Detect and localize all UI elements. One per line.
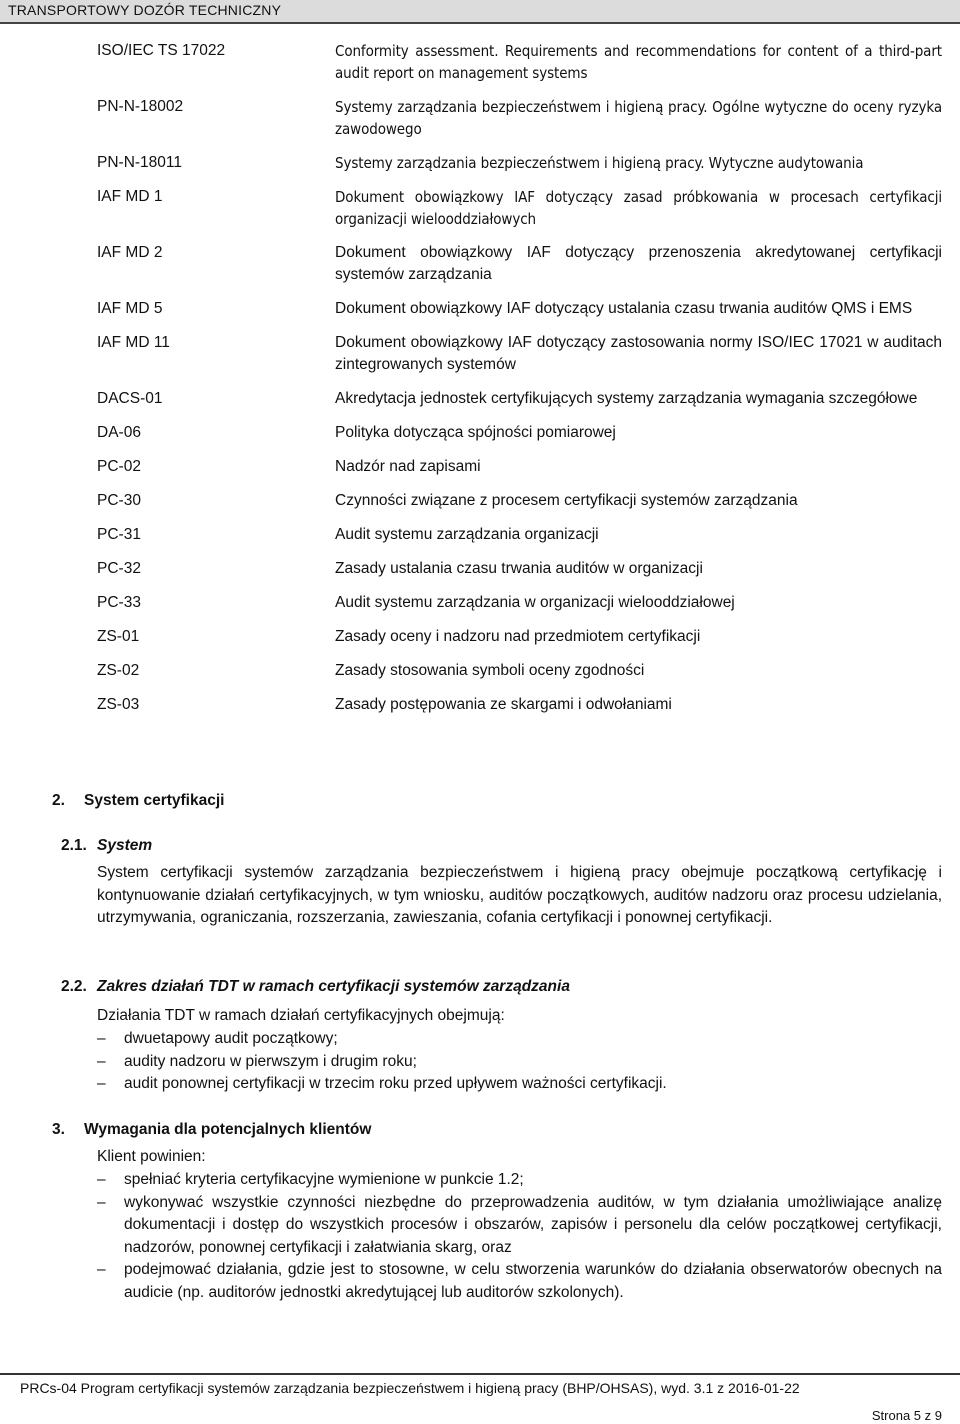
section-3-number: 3. — [52, 1121, 65, 1138]
reference-code: ZS-03 — [97, 696, 140, 713]
table-row — [0, 186, 960, 230]
list-item: – wykonywać wszystkie czynności niezbędne do przeprowadzenia auditów, w tym działania umożliwiające analizę dokumentacji i dostęp do wszystkich procesów i obszarów, zapisów i personelu dla celów początkowej certyfikacji, nadzorów, ponownej certyfikacji i załatwiania skarg, oraz — [97, 1192, 942, 1260]
section-3-title: Wymagania dla potencjalnych klientów — [84, 1121, 372, 1138]
reference-code: IAF MD 11 — [97, 334, 170, 351]
reference-table — [0, 40, 960, 728]
section-3-intro: Klient powinien: — [97, 1148, 206, 1165]
reference-description: Systemy zarządzania bezpieczeństwem i higieną pracy. Wytyczne audytowania — [335, 154, 864, 172]
reference-code: ISO/IEC TS 17022 — [97, 42, 226, 59]
footer-text: PRCs-04 Program certyfikacji systemów zarządzania bezpieczeństwem i higieną pracy (BHP/OHSAS), wyd. 3.1 z 2016-01-22 — [20, 1380, 800, 1396]
table-row — [0, 242, 960, 286]
reference-code: PC-30 — [97, 492, 141, 509]
reference-code: ZS-02 — [97, 662, 140, 679]
reference-description: Dokument obowiązkowy IAF dotyczący przenoszenia akredytowanej certyfikacji systemów zarządzania — [335, 244, 942, 283]
list-item: – dwuetapowy audit początkowy; — [97, 1028, 942, 1051]
table-row — [0, 524, 960, 546]
header-title: TRANSPORTOWY DOZÓR TECHNICZNY — [8, 2, 282, 18]
list-item: – spełniać kryteria certyfikacyjne wymienione w punkcie 1.2; — [97, 1169, 942, 1192]
section-2-number: 2. — [52, 792, 65, 809]
reference-description: Zasady ustalania czasu trwania auditów w organizacji — [335, 560, 703, 577]
reference-description: Dokument obowiązkowy IAF dotyczący zastosowania normy ISO/IEC 17021 w auditach zintegrowanych systemów — [335, 334, 942, 373]
table-row — [0, 490, 960, 512]
reference-code: PC-02 — [97, 458, 141, 475]
page-header — [0, 0, 960, 24]
reference-code: DACS-01 — [97, 390, 163, 407]
reference-description: Systemy zarządzania bezpieczeństwem i higieną pracy. Ogólne wytyczne do oceny ryzyka zawodowego — [335, 98, 942, 138]
table-row — [0, 558, 960, 580]
section-2-2-list — [97, 1028, 942, 1096]
table-row — [0, 40, 960, 84]
reference-description: Czynności związane z procesem certyfikacji systemów zarządzania — [335, 492, 798, 509]
section-2-2-heading — [61, 976, 570, 998]
section-3-heading — [52, 1119, 371, 1141]
reference-code: IAF MD 1 — [97, 188, 163, 205]
section-2-title: System certyfikacji — [84, 792, 225, 809]
reference-description: Akredytacja jednostek certyfikujących systemy zarządzania wymagania szczegółowe — [335, 390, 918, 407]
section-2-1-title: System — [97, 837, 153, 854]
reference-description: Zasady oceny i nadzoru nad przedmiotem certyfikacji — [335, 628, 701, 645]
table-row — [0, 694, 960, 716]
table-row — [0, 422, 960, 444]
table-row — [0, 660, 960, 682]
reference-description: Dokument obowiązkowy IAF dotyczący ustalania czasu trwania auditów QMS i EMS — [335, 300, 913, 317]
reference-description: Zasady stosowania symboli oceny zgodności — [335, 662, 645, 679]
reference-description: Nadzór nad zapisami — [335, 458, 481, 475]
footer-divider — [0, 1373, 960, 1375]
reference-code: DA-06 — [97, 424, 141, 441]
reference-code: IAF MD 2 — [97, 244, 163, 261]
table-row — [0, 456, 960, 478]
section-2-heading — [52, 790, 224, 812]
reference-description: Audit systemu zarządzania w organizacji wielooddziałowej — [335, 594, 735, 611]
reference-code: PC-33 — [97, 594, 141, 611]
section-2-1-heading — [61, 835, 152, 857]
section-2-1-text: System certyfikacji systemów zarządzania bezpieczeństwem i higieną pracy obejmuje początkową certyfikację i kontynuowanie działań certyfikacyjnych, w tym wniosku, auditów początkowych, auditów nadzoru oraz procesu udzielania, utrzymywania, ograniczania, rozszerzania, zawieszania, cofania certyfikacji i ponownej certyfikacji. — [97, 864, 942, 926]
reference-description: Dokument obowiązkowy IAF dotyczący zasad próbkowania w procesach certyfikacji organizacji wielooddziałowych — [335, 188, 942, 228]
reference-description: Conformity assessment. Requirements and recommendations for content of a third-part audit report on management systems — [335, 42, 942, 82]
table-row — [0, 152, 960, 174]
section-2-1-number: 2.1. — [61, 837, 87, 854]
table-row — [0, 388, 960, 410]
table-row — [0, 332, 960, 376]
list-item: – podejmować działania, gdzie jest to stosowne, w celu stworzenia warunków do działania obserwatorów obecnych na audicie (np. auditorów jednostki akredytującej lub auditorów szkolonych). — [97, 1259, 942, 1304]
table-row — [0, 626, 960, 648]
page-number: Strona 5 z 9 — [871, 1408, 942, 1423]
table-row — [0, 298, 960, 320]
reference-code: PC-32 — [97, 560, 141, 577]
reference-code: ZS-01 — [97, 628, 140, 645]
section-2-2-number: 2.2. — [61, 978, 87, 995]
table-row — [0, 592, 960, 614]
section-2-2-title: Zakres działań TDT w ramach certyfikacji systemów zarządzania — [97, 978, 570, 995]
reference-description: Polityka dotycząca spójności pomiarowej — [335, 424, 616, 441]
section-3-list — [97, 1169, 942, 1304]
list-item: – audity nadzoru w pierwszym i drugim roku; — [97, 1051, 942, 1074]
reference-code: PN-N-18002 — [97, 98, 184, 115]
reference-description: Zasady postępowania ze skargami i odwołaniami — [335, 696, 672, 713]
reference-code: PC-31 — [97, 526, 141, 543]
reference-code: PN-N-18011 — [97, 154, 183, 171]
reference-description: Audit systemu zarządzania organizacji — [335, 526, 599, 543]
reference-code: IAF MD 5 — [97, 300, 163, 317]
table-row — [0, 96, 960, 140]
list-item: – audit ponownej certyfikacji w trzecim roku przed upływem ważności certyfikacji. — [97, 1073, 942, 1096]
section-2-2-intro: Działania TDT w ramach działań certyfikacyjnych obejmują: — [97, 1007, 505, 1024]
